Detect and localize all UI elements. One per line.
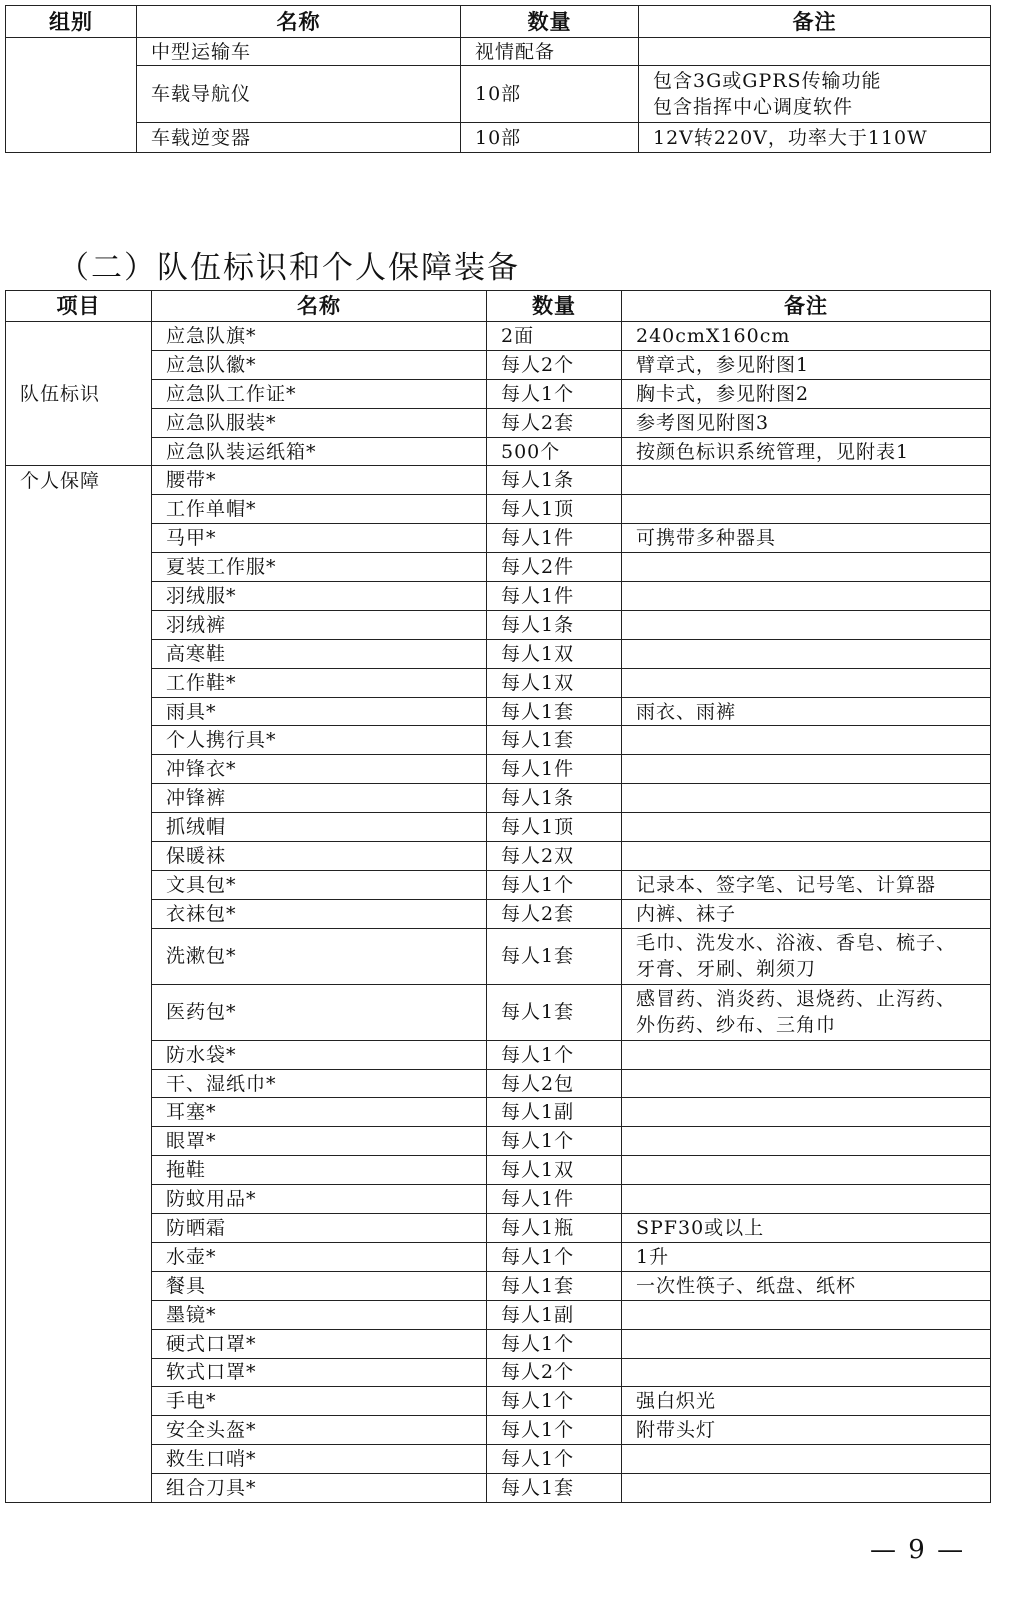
item-note: 按颜色标识系统管理，见附表1 [622, 437, 991, 466]
item-name: 高寒鞋 [152, 639, 487, 668]
item-qty: 每人1双 [487, 639, 622, 668]
item-note: 包含3G或GPRS传输功能 包含指挥中心调度软件 [639, 66, 991, 123]
table-row [6, 66, 991, 123]
item-note [639, 38, 991, 66]
item-qty: 每人1件 [487, 582, 622, 611]
item-note: 强白炽光 [622, 1387, 991, 1416]
item-name: 应急队徽* [152, 350, 487, 379]
item-name: 应急队工作证* [152, 379, 487, 408]
item-name: 个人携行具* [152, 726, 487, 755]
table-row [6, 1329, 991, 1358]
item-qty: 每人1顶 [487, 813, 622, 842]
item-note: 240cmX160cm [622, 322, 991, 351]
item-qty: 每人1顶 [487, 495, 622, 524]
item-note [622, 1185, 991, 1214]
item-name: 保暖袜 [152, 842, 487, 871]
table-row [6, 322, 991, 351]
table-row [6, 697, 991, 726]
header-name: 名称 [137, 6, 461, 38]
item-qty: 每人1件 [487, 1185, 622, 1214]
item-qty: 每人1个 [487, 870, 622, 899]
item-qty: 每人1个 [487, 1445, 622, 1474]
item-name: 硬式口罩* [152, 1329, 487, 1358]
table-row [6, 755, 991, 784]
item-name: 手电* [152, 1387, 487, 1416]
item-name: 安全头盔* [152, 1416, 487, 1445]
item-note [622, 1040, 991, 1069]
item-qty: 每人1个 [487, 1416, 622, 1445]
section-title: （二）队伍标识和个人保障装备 [58, 250, 520, 286]
item-name: 车载逆变器 [137, 123, 461, 153]
table-row [6, 784, 991, 813]
header-name: 名称 [152, 291, 487, 322]
item-name: 冲锋衣* [152, 755, 487, 784]
item-qty: 每人2套 [487, 408, 622, 437]
item-qty: 每人1条 [487, 784, 622, 813]
item-qty: 每人1个 [487, 1040, 622, 1069]
table-row [6, 1445, 991, 1474]
header-note: 备注 [622, 291, 991, 322]
item-qty: 每人1套 [487, 1271, 622, 1300]
item-note: 可携带多种器具 [622, 524, 991, 553]
item-name: 马甲* [152, 524, 487, 553]
table-header-row [6, 291, 991, 322]
item-note [622, 1156, 991, 1185]
table-row [6, 1214, 991, 1243]
page-number: — 9 — [870, 1535, 966, 1565]
table-row [6, 639, 991, 668]
table-row [6, 984, 991, 1040]
item-note: 臂章式，参见附图1 [622, 350, 991, 379]
item-qty: 每人1双 [487, 668, 622, 697]
item-name: 救生口哨* [152, 1445, 487, 1474]
item-note [622, 1098, 991, 1127]
table-row [6, 350, 991, 379]
item-note: 内裤、袜子 [622, 899, 991, 928]
item-note: 1升 [622, 1242, 991, 1271]
item-name: 夏装工作服* [152, 553, 487, 582]
table-row [6, 726, 991, 755]
item-qty: 每人2件 [487, 553, 622, 582]
table-row [6, 466, 991, 495]
item-qty: 每人2包 [487, 1069, 622, 1098]
table-row [6, 495, 991, 524]
item-qty: 10部 [461, 66, 639, 123]
group-cell-identity: 队伍标识 [6, 322, 152, 466]
table-row [6, 842, 991, 871]
table-row [6, 553, 991, 582]
item-note [622, 610, 991, 639]
item-note [622, 755, 991, 784]
item-qty: 每人1套 [487, 726, 622, 755]
item-name: 应急队服装* [152, 408, 487, 437]
item-qty: 每人2个 [487, 1358, 622, 1387]
table-row [6, 1127, 991, 1156]
item-name: 墨镜* [152, 1300, 487, 1329]
table-row [6, 1242, 991, 1271]
item-name: 抓绒帽 [152, 813, 487, 842]
table-row [6, 1156, 991, 1185]
item-name: 羽绒裤 [152, 610, 487, 639]
table-row [6, 870, 991, 899]
item-qty: 每人1双 [487, 1156, 622, 1185]
item-name: 防蚊用品* [152, 1185, 487, 1214]
table-row [6, 1387, 991, 1416]
table-row [6, 582, 991, 611]
item-note [622, 668, 991, 697]
item-name: 拖鞋 [152, 1156, 487, 1185]
item-name: 耳塞* [152, 1098, 487, 1127]
item-name: 干、湿纸巾* [152, 1069, 487, 1098]
item-note [622, 726, 991, 755]
item-qty: 每人1套 [487, 984, 622, 1040]
item-note: 雨衣、雨裤 [622, 697, 991, 726]
table-row [6, 1358, 991, 1387]
item-name: 餐具 [152, 1271, 487, 1300]
item-name: 防晒霜 [152, 1214, 487, 1243]
table-header-row [6, 6, 991, 38]
item-name: 组合刀具* [152, 1474, 487, 1503]
item-note: 参考图见附图3 [622, 408, 991, 437]
item-name: 羽绒服* [152, 582, 487, 611]
item-name: 中型运输车 [137, 38, 461, 66]
item-name: 防水袋* [152, 1040, 487, 1069]
item-note [622, 784, 991, 813]
table-row [6, 1416, 991, 1445]
item-qty: 每人2套 [487, 899, 622, 928]
item-name: 工作鞋* [152, 668, 487, 697]
table-row [6, 408, 991, 437]
item-name: 雨具* [152, 697, 487, 726]
item-note [622, 842, 991, 871]
item-qty: 每人1个 [487, 1242, 622, 1271]
item-note: 12V转220V，功率大于110W [639, 123, 991, 153]
table-row [6, 1474, 991, 1503]
item-qty: 每人1套 [487, 1474, 622, 1503]
item-note [622, 582, 991, 611]
table-row [6, 437, 991, 466]
table-row [6, 1040, 991, 1069]
item-name: 冲锋裤 [152, 784, 487, 813]
table-row [6, 928, 991, 984]
item-note: 一次性筷子、纸盘、纸杯 [622, 1271, 991, 1300]
item-note: 毛巾、洗发水、浴液、香皂、梳子、 牙膏、牙刷、剃须刀 [622, 928, 991, 984]
item-name: 眼罩* [152, 1127, 487, 1156]
header-project: 项目 [6, 291, 152, 322]
item-name: 工作单帽* [152, 495, 487, 524]
item-note [622, 495, 991, 524]
item-note [622, 1329, 991, 1358]
item-name: 衣袜包* [152, 899, 487, 928]
item-note [622, 1474, 991, 1503]
group-cell [6, 38, 137, 153]
table-row [6, 379, 991, 408]
item-qty: 每人1个 [487, 379, 622, 408]
item-name: 洗漱包* [152, 928, 487, 984]
item-note [622, 813, 991, 842]
item-qty: 每人1瓶 [487, 1214, 622, 1243]
item-note [622, 553, 991, 582]
item-note [622, 1445, 991, 1474]
header-qty: 数量 [461, 6, 639, 38]
table-row [6, 610, 991, 639]
item-note: 附带头灯 [622, 1416, 991, 1445]
item-note [622, 639, 991, 668]
item-qty: 2面 [487, 322, 622, 351]
vehicle-equipment-table [5, 5, 991, 153]
table-row [6, 1185, 991, 1214]
item-note [622, 1300, 991, 1329]
group-cell-personal: 个人保障 [6, 466, 152, 1503]
table-row [6, 899, 991, 928]
table-row [6, 524, 991, 553]
item-note [622, 1358, 991, 1387]
item-qty: 每人1个 [487, 1127, 622, 1156]
item-qty: 每人1件 [487, 524, 622, 553]
item-qty: 每人1条 [487, 610, 622, 639]
item-qty: 每人1件 [487, 755, 622, 784]
item-note: 胸卡式，参见附图2 [622, 379, 991, 408]
item-note [622, 1127, 991, 1156]
item-note: SPF30或以上 [622, 1214, 991, 1243]
table-row [6, 668, 991, 697]
item-name: 医药包* [152, 984, 487, 1040]
table-row [6, 1098, 991, 1127]
item-qty: 500个 [487, 437, 622, 466]
table-row [6, 1271, 991, 1300]
item-note: 记录本、签字笔、记号笔、计算器 [622, 870, 991, 899]
header-note: 备注 [639, 6, 991, 38]
table-row [6, 813, 991, 842]
item-qty: 10部 [461, 123, 639, 153]
table-row [6, 1300, 991, 1329]
item-qty: 每人1套 [487, 928, 622, 984]
item-note [622, 466, 991, 495]
item-qty: 每人1个 [487, 1329, 622, 1358]
item-name: 腰带* [152, 466, 487, 495]
item-qty: 每人1条 [487, 466, 622, 495]
item-qty: 视情配备 [461, 38, 639, 66]
header-group: 组别 [6, 6, 137, 38]
item-name: 文具包* [152, 870, 487, 899]
table-row [6, 1069, 991, 1098]
item-name: 软式口罩* [152, 1358, 487, 1387]
item-name: 水壶* [152, 1242, 487, 1271]
item-qty: 每人1副 [487, 1098, 622, 1127]
table-row [6, 123, 991, 153]
item-name: 车载导航仪 [137, 66, 461, 123]
header-qty: 数量 [487, 291, 622, 322]
item-name: 应急队装运纸箱* [152, 437, 487, 466]
item-note: 感冒药、消炎药、退烧药、止泻药、 外伤药、纱布、三角巾 [622, 984, 991, 1040]
personal-equipment-table [5, 290, 991, 1503]
item-qty: 每人1套 [487, 697, 622, 726]
item-name: 应急队旗* [152, 322, 487, 351]
item-note [622, 1069, 991, 1098]
item-qty: 每人1个 [487, 1387, 622, 1416]
item-qty: 每人1副 [487, 1300, 622, 1329]
item-qty: 每人2个 [487, 350, 622, 379]
table-row [6, 38, 991, 66]
item-qty: 每人2双 [487, 842, 622, 871]
